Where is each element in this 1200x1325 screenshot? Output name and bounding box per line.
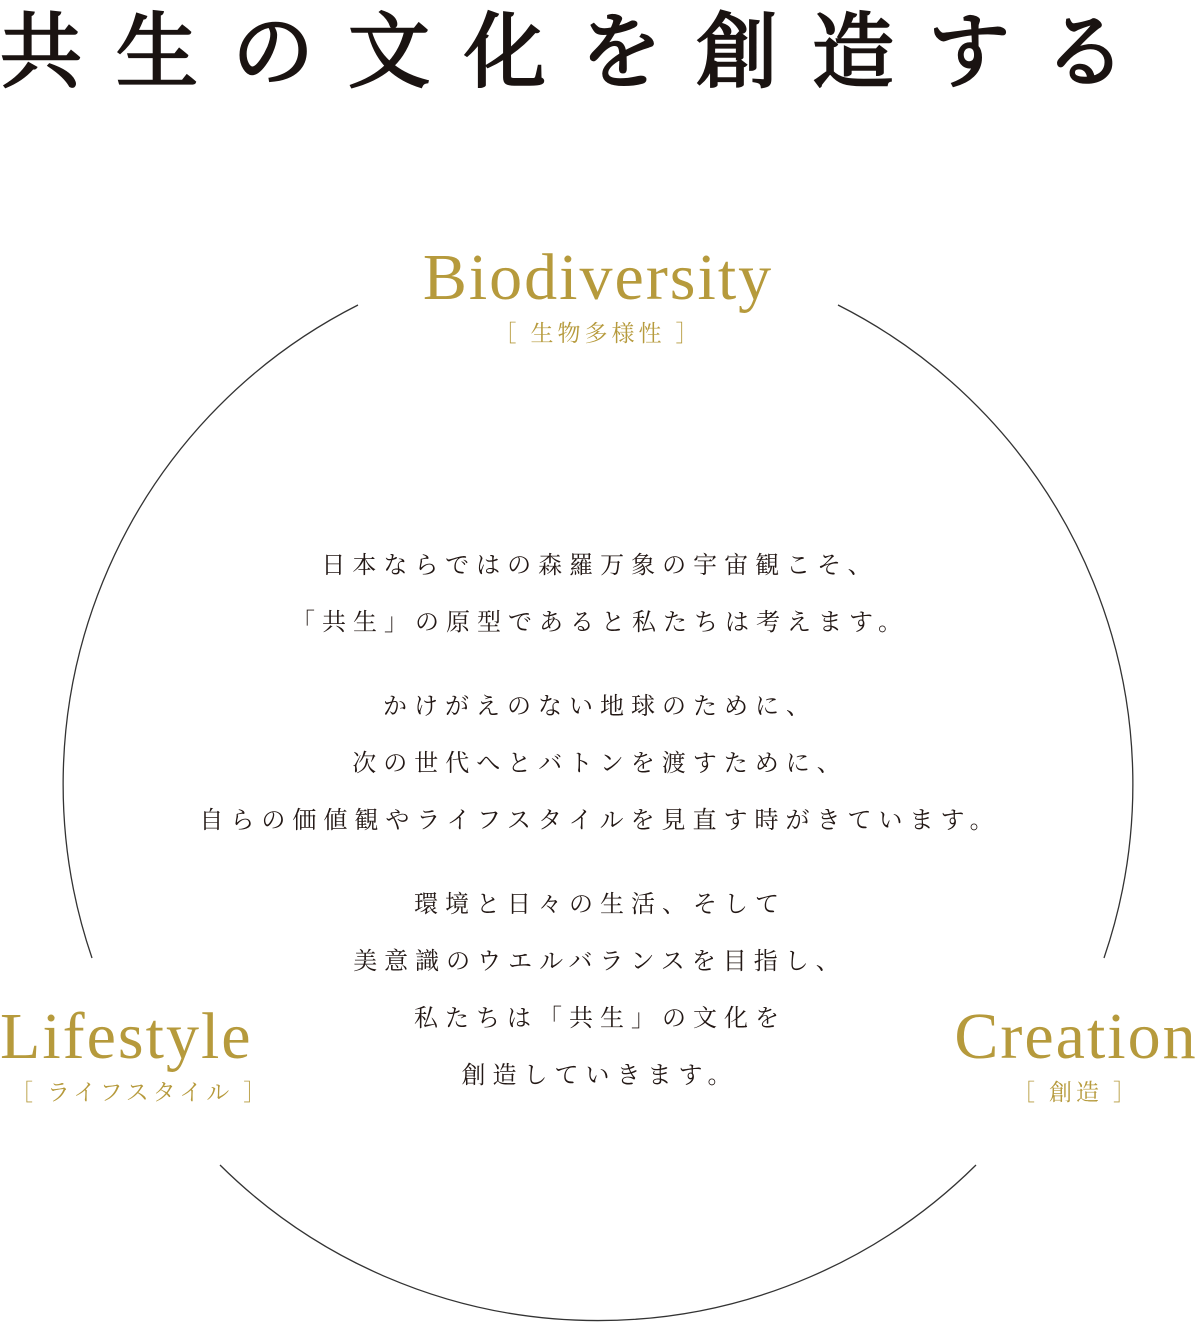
label-creation-en: Creation [954, 1000, 1198, 1073]
bracket-close: ］ [243, 1080, 271, 1106]
page-title: 共生の文化を創造する [0, 4, 1161, 100]
text-line: 「共生」の原型であると私たちは考えます。 [290, 608, 910, 636]
text-line: 私たちは「共生」の文化を [414, 1004, 786, 1032]
label-lifestyle-jp-text: ライフスタイル [47, 1080, 234, 1106]
text-line: 自らの価値観やライフスタイルを見直す時がきています。 [199, 806, 1001, 834]
text-line: 美意識のウエルバランスを目指し、 [353, 947, 847, 975]
text-line: 環境と日々の生活、そして [414, 890, 786, 918]
paragraph [150, 876, 1050, 1104]
bracket-open: ［ [493, 321, 521, 347]
text-line: 次の世代へとバトンを渡すために、 [352, 749, 848, 777]
paragraph [150, 537, 1050, 651]
label-biodiversity [398, 241, 798, 351]
paragraph [150, 678, 1050, 849]
bracket-close: ］ [675, 321, 703, 347]
label-lifestyle-en: Lifestyle [0, 1000, 253, 1073]
label-creation-jp-text: 創造 [1049, 1080, 1103, 1106]
text-line: かけがえのない地球のために、 [383, 692, 817, 720]
bracket-open: ［ [1012, 1080, 1039, 1106]
label-biodiversity-jp-text: 生物多様性 [530, 321, 666, 347]
body-text [150, 537, 1050, 1131]
ring-arc-bottom [220, 1165, 976, 1321]
text-line: 創造していきます。 [461, 1061, 739, 1089]
bracket-open: ［ [10, 1080, 37, 1106]
bracket-close: ］ [1113, 1080, 1140, 1106]
text-line: 日本ならではの森羅万象の宇宙観こそ、 [321, 551, 879, 579]
label-biodiversity-jp [398, 317, 798, 351]
label-biodiversity-en: Biodiversity [422, 241, 774, 314]
